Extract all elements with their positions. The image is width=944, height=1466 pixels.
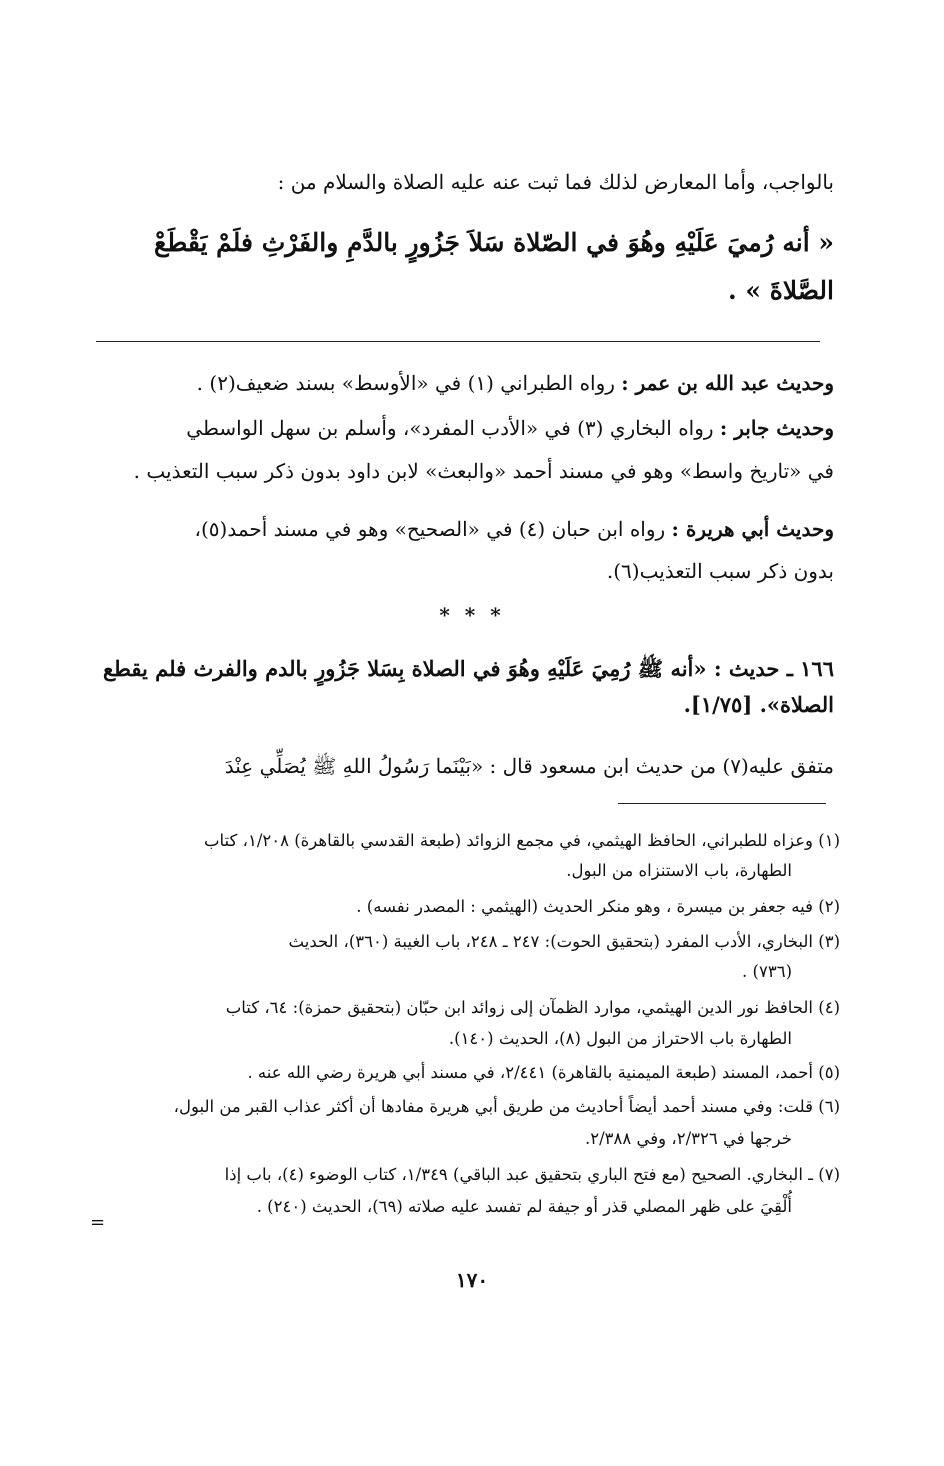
footnote-7: (٧) ـ البخاري. الصحيح (مع فتح الباري بتحقيق عبد الباقي) ١/٣٤٩، كتاب الوضوء (٤)، باب إذا	[224, 1165, 840, 1184]
main-divider	[96, 341, 820, 342]
commentary-label: وحديث أبي هريرة :	[671, 517, 834, 541]
hadith-text: «أنه ﷺ رُمِيَ عَلَيْهِ وهُوَ في الصلاة بِسَلا جَزُورٍ بالدم والفرث فلم يقطع	[102, 656, 714, 681]
commentary-jabir-line2: في «تاريخ واسط» وهو في مسند أحمد «والبعث» لابن داود بدون ذكر سبب التعذيب .	[133, 459, 834, 483]
commentary-label: وحديث جابر :	[719, 416, 834, 440]
commentary-abu-hurayra	[96, 514, 834, 544]
commentary-ibn-umar	[96, 368, 834, 398]
hadith-number: ١٦٦ ـ حديث :	[713, 656, 834, 681]
footnote-2: (٢) فيه جعفر بن ميسرة ، وهو منكر الحديث (الهيثمي : المصدر نفسه) .	[356, 897, 840, 916]
footnote-4-line2: الطهارة باب الاحتراز من البول (٨)، الحديث (١٤٠).	[448, 1029, 792, 1048]
footnote-3: (٣) البخاري، الأدب المفرد (بتحقيق الحوت): ٢٤٧ ـ ٢٤٨، باب الغيبة (٣٦٠)، الحديث	[288, 932, 840, 951]
quote-line-1: « أنه رُميَ عَلَيْهِ وهُوَ في الصّلاة سَلاَ جَزُورٍ بالدَّمِ والفَرْثِ فلَمْ يَقْطَعْ	[154, 228, 834, 257]
commentary-text: رواه البخاري (٣) في «الأدب المفرد»، وأسلم بن سهل الواسطي	[186, 416, 720, 440]
intro-line: بالواجب، وأما المعارض لذلك فما ثبت عنه عليه الصلاة والسلام من :	[277, 170, 834, 194]
hadith-166-line2: الصلاة». [١/٧٥].	[683, 692, 834, 717]
section-separator: * * *	[439, 603, 505, 627]
commentary-abu-hurayra-line2: بدون ذكر سبب التعذيب(٦).	[606, 559, 834, 583]
footnote-1-line2: الطهارة، باب الاستنزاه من البول.	[566, 861, 792, 880]
footnote-1: (١) وعزاه للطبراني، الحافظ الهيثمي، في مجمع الزوائد (طبعة القدسي بالقاهرة) ١/٢٠٨، كتاب	[204, 831, 840, 850]
commentary-jabir	[96, 413, 834, 443]
quote-line-2: الصَّلاةَ » .	[728, 276, 834, 305]
margin-mark: =	[90, 1212, 106, 1233]
commentary-text: رواه ابن حبان (٤) في «الصحيح» وهو في مسند أحمد(٥)،	[194, 517, 672, 541]
footnote-7-line2: أُلْقِيَ على ظهر المصلي قذر أو جيفة لم تفسد عليه صلاته (٦٩)، الحديث (٢٤٠) .	[256, 1197, 792, 1216]
footnote-5: (٥) أحمد، المسند (طبعة الميمنية بالقاهرة) ٢/٤٤١، في مسند أبي هريرة رضي الله عنه .	[247, 1063, 840, 1082]
hadith-166-heading	[96, 654, 834, 684]
footnote-6: (٦) قلت: وفي مسند أحمد أيضاً أحاديث من طريق أبي هريرة مفادها أن أكثر عذاب القبر من البول،	[173, 1097, 840, 1116]
page-number: ١٧٠	[455, 1268, 489, 1292]
footnote-4: (٤) الحافظ نور الدين الهيثمي، موارد الظمآن إلى زوائد ابن حبّان (بتحقيق حمزة): ٦٤، كتاب	[225, 998, 840, 1017]
commentary-text: رواه الطبراني (١) في «الأوسط» بسند ضعيف(٢) .	[196, 371, 622, 395]
agreed-upon-line: متفق عليه(٧) من حديث ابن مسعود قال : «بَيْنَما رَسُولُ اللهِ ﷺ يُصَلِّي عِنْدَ	[224, 754, 834, 778]
commentary-label: وحديث عبد الله بن عمر :	[621, 371, 834, 395]
footnote-3-line2: (٧٣٦) .	[742, 962, 792, 981]
footnote-6-line2: خرجها في ٢/٣٢٦، وفي ٢/٣٨٨.	[585, 1129, 792, 1148]
footnote-divider	[618, 803, 826, 804]
